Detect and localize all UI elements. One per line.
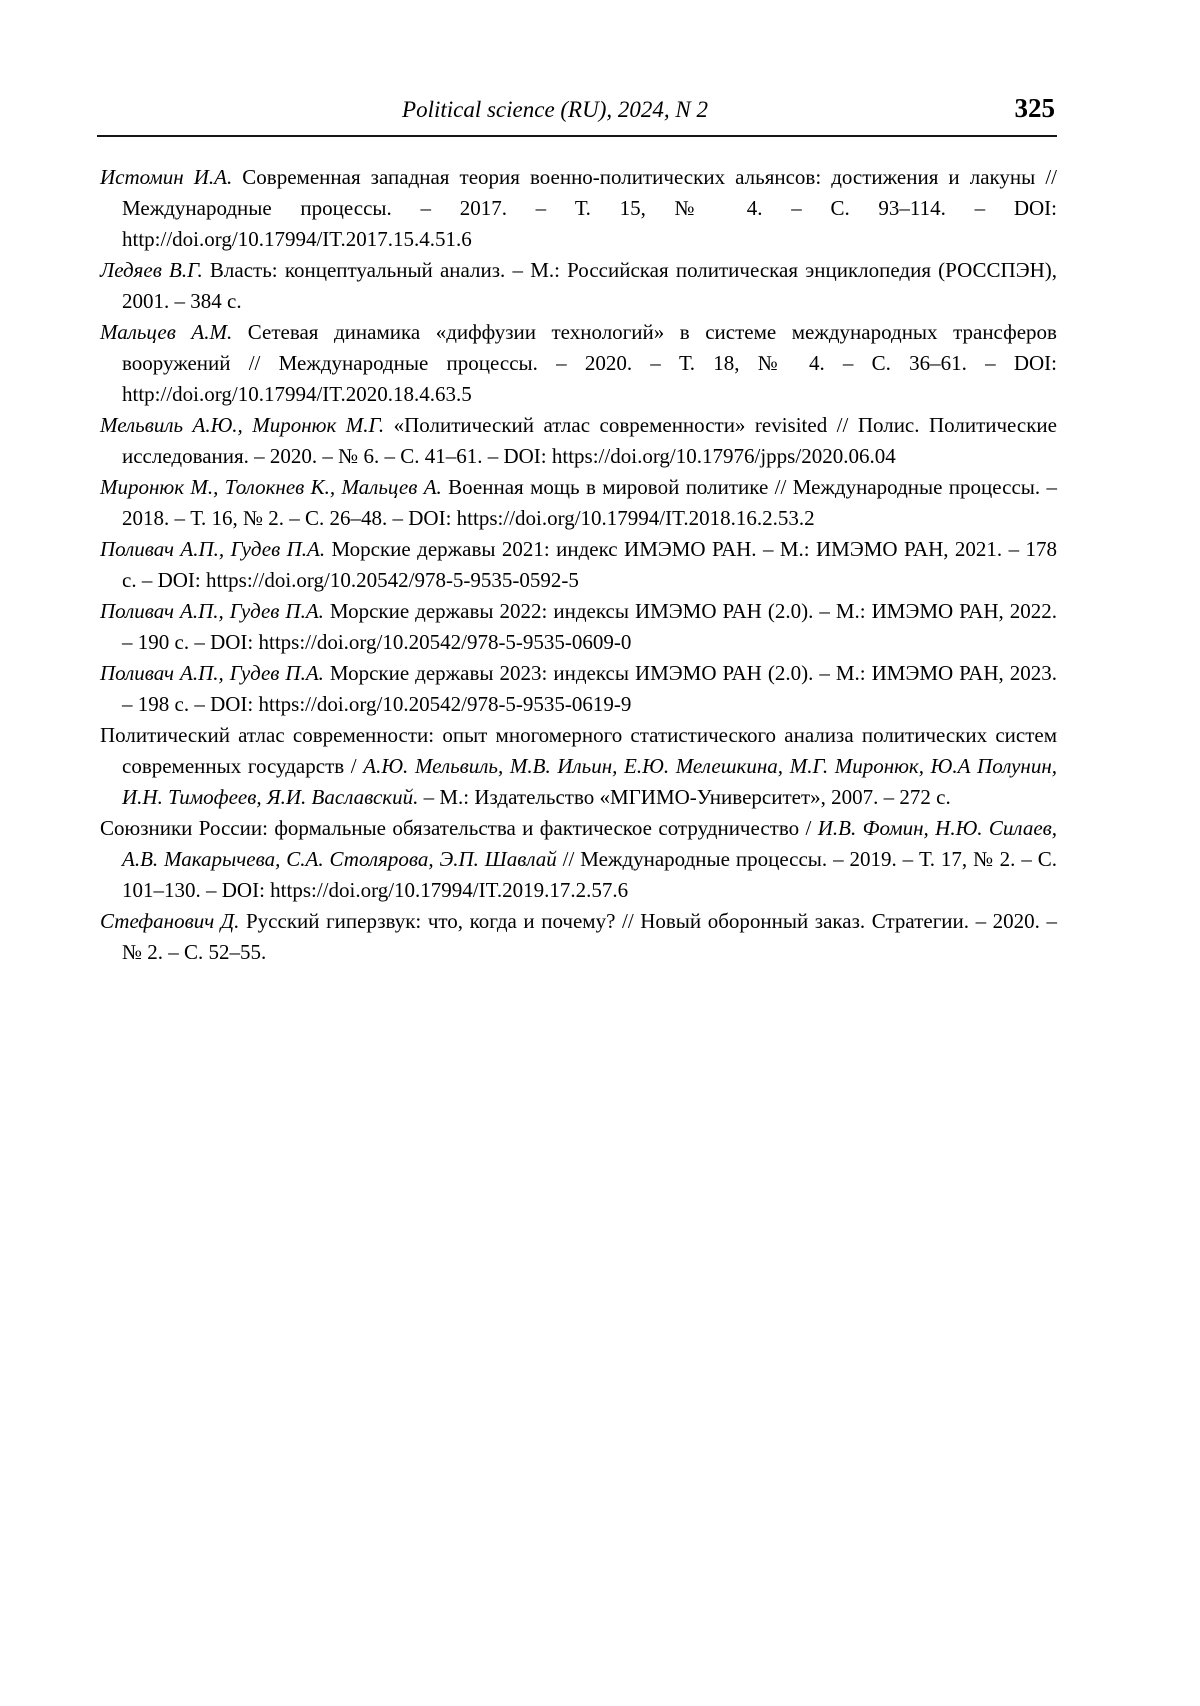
reference-authors: Поливач А.П., Гудев П.А. [100, 537, 326, 561]
reference-authors: Стефанович Д. [100, 909, 240, 933]
reference-text: // Международные процессы. – 2019. – Т. 17, № 2. – С. 101–130. – DOI: https://doi.org/10.17994/IT.2019.17.2.57.6 [122, 847, 1057, 902]
reference-text: Военная мощь в мировой политике // Международные процессы. – 2018. – Т. 16, № 2. – С. 26–48. – DOI: https://doi.org/10.17994/IT.2018.16.2.53.2 [122, 475, 1057, 530]
journal-title: Political science (RU), 2024, N 2 [402, 97, 708, 122]
header-rule [97, 135, 1057, 137]
reference-authors: Миронюк М., Толокнев К., Мальцев А. [100, 475, 442, 499]
page-header [97, 0, 1057, 140]
reference-authors: А.Ю. Мельвиль, М.В. Ильин, Е.Ю. Мелешкина, М.Г. Миронюк, Ю.А Полунин, И.Н. Тимофеев, Я.И. Ваславский. [122, 754, 1057, 809]
reference-authors: Мельвиль А.Ю., Миронюк М.Г. [100, 413, 385, 437]
page-number: 325 [1014, 93, 1055, 123]
reference-text: Морские державы 2021: индекс ИМЭМО РАН. – М.: ИМЭМО РАН, 2021. – 178 с. – DOI: https://doi.org/10.20542/978-5-9535-0592-5 [122, 537, 1057, 592]
reference-authors: Мальцев А.М. [100, 320, 233, 344]
reference-text: Политический атлас современности: опыт многомерного статистического анализа политических систем современных государств / [100, 723, 1057, 778]
reference-entry [100, 720, 1057, 813]
reference-entry [100, 813, 1057, 906]
reference-text: Союзники России: формальные обязательства и фактическое сотрудничество / [100, 816, 818, 840]
reference-entry [100, 534, 1057, 596]
reference-entry [100, 472, 1057, 534]
reference-entry [100, 255, 1057, 317]
reference-authors: Поливач А.П., Гудев П.А. [100, 661, 324, 685]
reference-text: «Политический атлас современности» revisited // Полис. Политические исследования. – 2020. – № 6. – С. 41–61. – DOI: https://doi.org/10.17976/jpps/2020.06.04 [122, 413, 1057, 468]
reference-entry [100, 658, 1057, 720]
reference-entry [100, 317, 1057, 410]
reference-text: Власть: концептуальный анализ. – М.: Российская политическая энциклопедия (РОССПЭН), 2001. – 384 с. [122, 258, 1057, 313]
reference-text: Морские державы 2022: индексы ИМЭМО РАН (2.0). – М.: ИМЭМО РАН, 2022. – 190 с. – DOI: https://doi.org/10.20542/978-5-9535-0609-0 [122, 599, 1057, 654]
reference-authors: Поливач А.П., Гудев П.А. [100, 599, 324, 623]
reference-text: – М.: Издательство «МГИМО-Университет», 2007. – 272 с. [418, 785, 951, 809]
reference-entry [100, 596, 1057, 658]
reference-authors: Истомин И.А. [100, 165, 233, 189]
reference-text: Современная западная теория военно-политических альянсов: достижения и лакуны // Международные процессы. – 2017. – Т. 15, № 4. – С. 93–114. – DOI: http://doi.org/10.17994/IT.2017.15.4.51.6 [122, 165, 1057, 251]
references-list [100, 162, 1057, 968]
reference-authors: И.В. Фомин, Н.Ю. Силаев, А.В. Макарычева, С.А. Столярова, Э.П. Шавлай [122, 816, 1058, 871]
reference-text: Русский гиперзвук: что, когда и почему? // Новый оборонный заказ. Стратегии. – 2020. – № 2. – С. 52–55. [122, 909, 1058, 964]
reference-text: Морские державы 2023: индексы ИМЭМО РАН (2.0). – М.: ИМЭМО РАН, 2023. – 198 с. – DOI: https://doi.org/10.20542/978-5-9535-0619-9 [122, 661, 1057, 716]
reference-authors: Ледяев В.Г. [100, 258, 203, 282]
reference-entry [100, 410, 1057, 472]
reference-text: Сетевая динамика «диффузии технологий» в системе международных трансферов вооружений // Международные процессы. – 2020. – Т. 18, № 4. – С. 36–61. – DOI: http://doi.org/10.17994/IT.2020.18.4.63.5 [122, 320, 1057, 406]
reference-entry [100, 906, 1057, 968]
reference-entry [100, 162, 1057, 255]
